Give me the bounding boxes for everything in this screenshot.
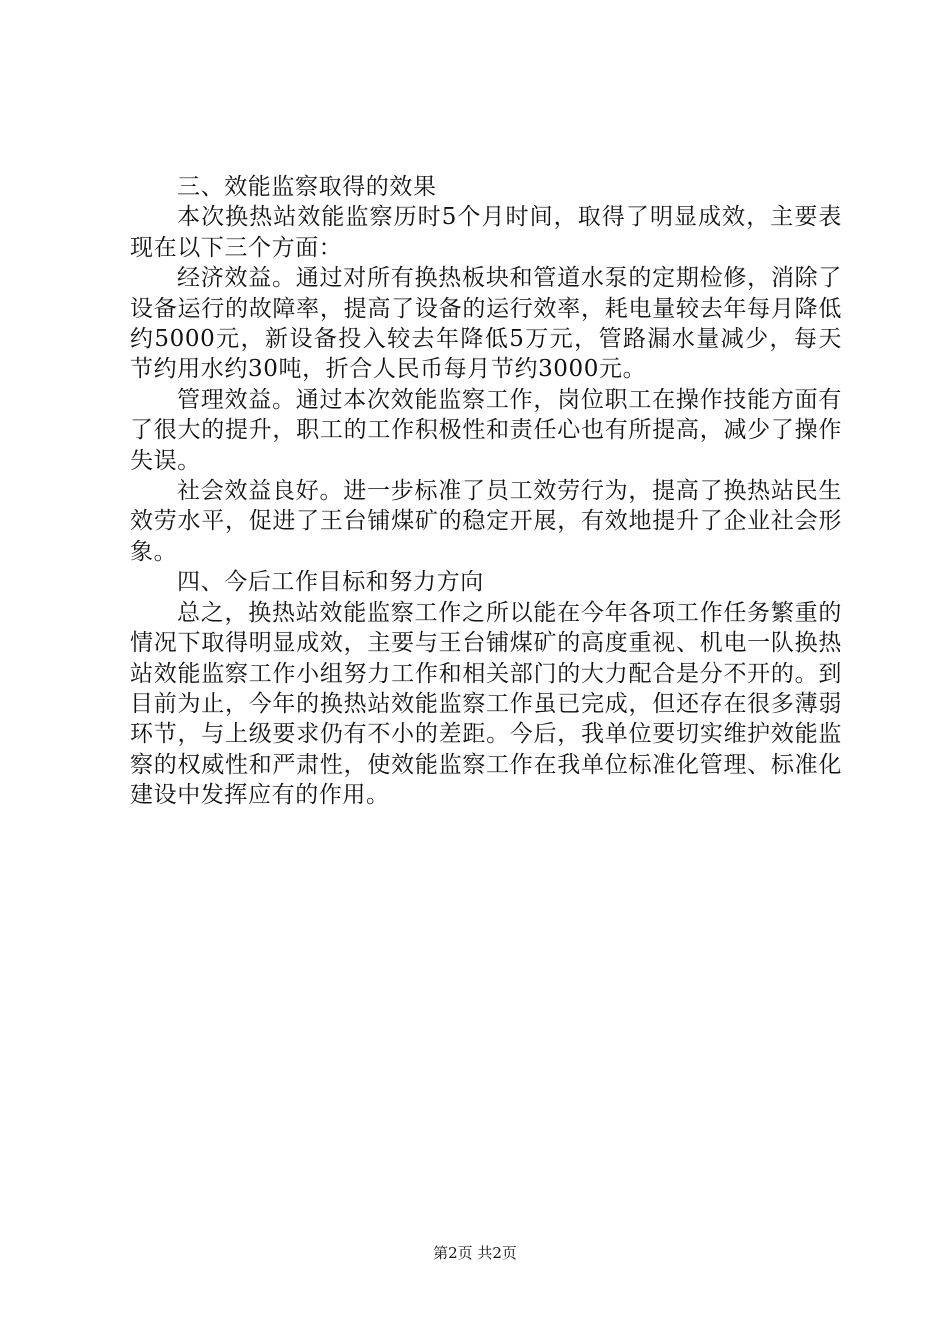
section-heading-results: 三、效能监察取得的效果 bbox=[177, 174, 437, 200]
document-body bbox=[130, 172, 842, 811]
paragraph-management-benefit: 管理效益。通过本次效能监察工作，岗位职工在操作技能方面有了很大的提升，职工的工作积极性和责任心也有所提高，减少了操作失误。 bbox=[130, 386, 842, 474]
page-number-footer: 第2页 共2页 bbox=[433, 1244, 517, 1262]
section-heading-future-goals: 四、今后工作目标和努力方向 bbox=[177, 569, 484, 596]
paragraph-economic-benefit: 经济效益。通过对所有换热板块和管道水泵的定期检修，消除了设备运行的故障率，提高了设备的运行效率，耗电量较去年每月降低约5000元，新设备投入较去年降低5万元，管路漏水量减少，每天节约用水约30吨，折合人民币每月节约3000元。 bbox=[130, 265, 842, 383]
paragraph-intro: 本次换热站效能监察历时5个月时间，取得了明显成效，主要表现在以下三个方面： bbox=[130, 204, 842, 261]
paragraph-social-benefit: 社会效益良好。进一步标准了员工效劳行为，提高了换热站民生效劳水平，促进了王台铺煤矿的稳定开展，有效地提升了企业社会形象。 bbox=[130, 478, 842, 565]
paragraph-conclusion: 总之，换热站效能监察工作之所以能在今年各项工作任务繁重的情况下取得明显成效，主要与王台铺煤矿的高度重视、机电一队换热站效能监察工作小组努力工作和相关部门的大力配合是分不开的。到目前为止，今年的换热站效能监察工作虽已完成，但还存在很多薄弱环节，与上级要求仍有不小的差距。今后，我单位要切实维护效能监察的权威性和严肃性，使效能监察工作在我单位标准化管理、标准化建设中发挥应有的作用。 bbox=[130, 599, 842, 809]
